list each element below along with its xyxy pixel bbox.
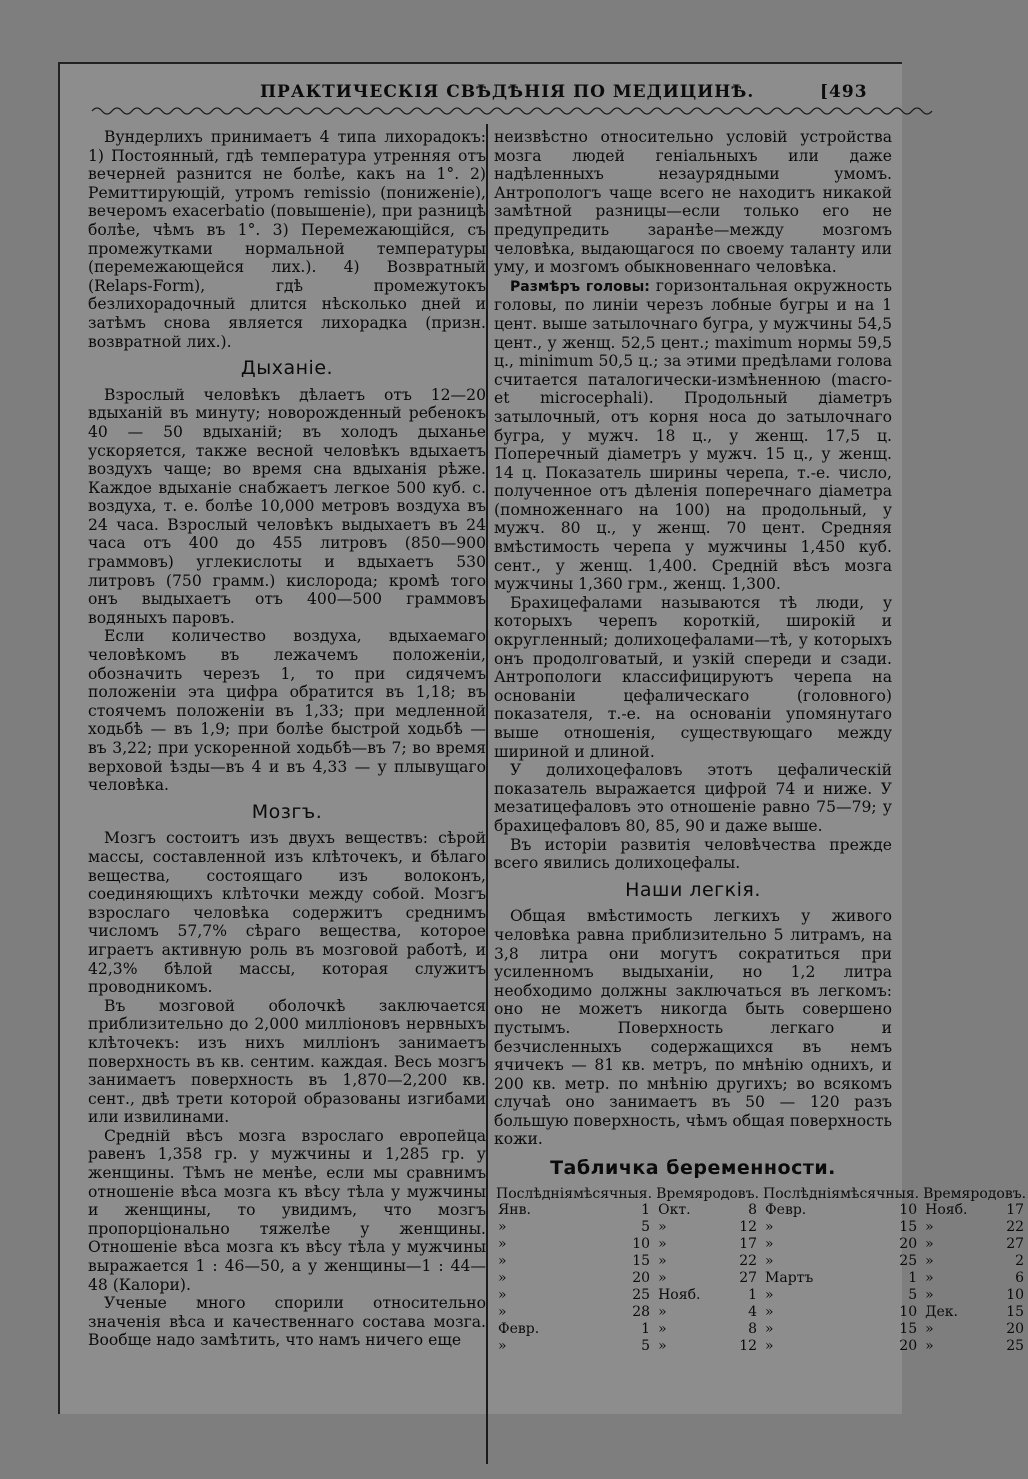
table-cell: 15	[1006, 1303, 1025, 1320]
table-row	[494, 1287, 1028, 1304]
table-cell: »	[765, 1286, 774, 1303]
table-header-cell: Послѣдніямѣсячныя.	[763, 1185, 920, 1202]
table-header-row	[494, 1186, 1028, 1202]
table-cell: 10	[1006, 1286, 1025, 1303]
table-row	[494, 1253, 1028, 1270]
table-cell: 17	[1006, 1201, 1025, 1218]
head-size-text: горизонтальная окружность головы, по линіи черезъ лобные бугры и на 1 цент. выше затылочнаго бугра, у мужчины 54,5 цент., у женщ. 52,5 цент.; maximum нормы 59,5 ц., minimum 50,5 ц.; за этими предѣлами голова считается паталогически-измѣненною (macro- et microcephali). Продольный діаметръ затылочный, отъ корня носа до затылочнаго бугра, у мужч. 18 ц., у женщ. 17,5 ц. Поперечный діаметръ у мужч. 15 ц., у женщ. 14 ц. Показатель ширины черепа, т.-е. число, полученное отъ дѣленія поперечнаго діаметра (помноженнаго на 100) на продольный, у мужч. 80 ц., у женщ. 70 цент. Средняя вмѣстимость черепа у мужчины 1,450 куб. сент., у женщ. 1,400. Средній вѣсъ мозга мужчины 1,360 грм., женщ. 1,300.	[494, 276, 892, 594]
table-cell: 10	[899, 1303, 918, 1320]
table-cell: 27	[1006, 1235, 1025, 1252]
table-cell: Окт.	[658, 1201, 691, 1218]
table-cell: 22	[1006, 1218, 1025, 1235]
table-cell: Февр.	[765, 1201, 807, 1218]
table-cell: »	[925, 1235, 934, 1252]
heading-lungs: Наши легкія.	[625, 878, 761, 901]
book-page	[58, 62, 1027, 1414]
table-cell: »	[765, 1235, 774, 1252]
table-cell: 1	[748, 1286, 758, 1303]
table-cell: Мартъ	[765, 1269, 814, 1286]
table-cell: 25	[899, 1252, 918, 1269]
table-row	[494, 1236, 1028, 1253]
table-cell: »	[498, 1252, 507, 1269]
table-cell: »	[658, 1252, 667, 1269]
table-cell: »	[925, 1286, 934, 1303]
paragraph-cephalic-types: Брахицефалами называются тѣ люди, у которыхъ черепъ короткій, широкій и округленный; долихоцефалами—тѣ, у которыхъ онъ продолговатый, и узкій спереди и сзади. Антропологи классифицируютъ черепа на основаніи цефалическаго (головного) показателя, т.-е. на основаніи упомянутаго выше отношенія, существующаго между шириной и длиной.	[494, 593, 892, 761]
paragraph-history: Въ исторіи развитія человѣчества прежде всего явились долихоцефалы.	[494, 835, 892, 873]
table-cell: 1	[641, 1201, 651, 1218]
table-cell: »	[498, 1269, 507, 1286]
table-header-cell: Времяродовъ.	[656, 1185, 760, 1202]
table-header-cell: Послѣдніямѣсячныя.	[496, 1185, 653, 1202]
table-cell: »	[925, 1320, 934, 1337]
table-cell: »	[765, 1303, 774, 1320]
table-cell: Дек.	[925, 1303, 958, 1320]
table-cell: »	[498, 1235, 507, 1252]
table-cell: »	[498, 1303, 507, 1320]
table-cell: »	[658, 1337, 667, 1354]
table-cell: 1	[641, 1320, 651, 1337]
heading-brain: Мозгъ.	[251, 800, 323, 823]
table-row	[494, 1338, 1028, 1355]
table-cell: 27	[739, 1269, 758, 1286]
column-divider	[486, 124, 488, 1464]
table-cell: 10	[632, 1235, 651, 1252]
table-row	[494, 1219, 1028, 1236]
header-title: ПРАКТИЧЕСКІЯ СВѢДѢНІЯ ПО МЕДИЦИНѢ.	[260, 82, 755, 102]
paragraph-brain-weight: Средній вѣсъ мозга взрослаго европейца равенъ 1,358 гр. у мужчины и 1,285 гр. у женщины. Тѣмъ не менѣе, если мы сравнимъ отношеніе вѣса мозга къ вѣсу тѣла у мужчины и женщины, то увидимъ, что мозгъ пропорціонально тяжелѣе у женщины. Отношеніе вѣса мозга къ вѣсу тѣла у мужчины выражается 1 : 46—50, а у женщины—1 : 44—48 (Калори).	[88, 1126, 486, 1294]
table-cell: 4	[748, 1303, 758, 1320]
paragraph-fever-types: Вундерлихъ принимаетъ 4 типа лихорадокъ: 1) Постоянный, гдѣ температура утренняя отъ вечерней разнится не болѣе, какъ на 1°. 2) Ремиттирующій, утромъ remissio (пониженіе), вечеромъ exacerbatio (повышеніе), при разницѣ болѣе, чѣмъ въ 1°. 3) Перемежающійся, съ промежутками нормальной температуры (перемежающейся лих.). 4) Возвратный (Relaps-Form), гдѣ промежутокъ безлихорадочный длится нѣсколько дней и затѣмъ снова является лихорадка (призн. возвратной лих.).	[88, 128, 486, 351]
table-cell: »	[925, 1337, 934, 1354]
table-cell: 15	[632, 1252, 651, 1269]
table-cell: »	[658, 1320, 667, 1337]
table-cell: 20	[632, 1269, 651, 1286]
paragraph-cephalic-index: У долихоцефаловъ этотъ цефалическій показатель выражается цифрой 74 и ниже. У мезатицефаловъ это отношеніе равно 75—79; у брахицефаловъ 80, 85, 90 и даже выше.	[494, 761, 892, 835]
table-cell: »	[498, 1286, 507, 1303]
table-cell: 6	[1015, 1269, 1025, 1286]
table-cell: 8	[748, 1320, 758, 1337]
table-cell: »	[925, 1218, 934, 1235]
head-size-lead: Размѣръ головы:	[510, 278, 650, 295]
pregnancy-table	[494, 1186, 1028, 1355]
heading-breathing: Дыханіе.	[240, 357, 334, 380]
table-cell: »	[765, 1252, 774, 1269]
table-cell: »	[765, 1218, 774, 1235]
left-column	[88, 128, 486, 1350]
table-cell: »	[925, 1252, 934, 1269]
table-cell: 5	[641, 1218, 651, 1235]
paragraph-brain-genius: неизвѣстно относительно условій устройства мозга людей геніальныхъ или даже надѣленныхъ незаурядными умомъ. Антропологъ чаще всего не находитъ никакой замѣтной разницы—если только его не предупредить заранѣе—между мозгомъ человѣка, выдающагося по своему таланту или уму, и мозгомъ обыкновеннаго человѣка.	[494, 128, 892, 277]
paragraph-breathing-rate: Взрослый человѣкъ дѣлаетъ отъ 12—20 вдыханій въ минуту; новорожденный ребенокъ 40 — 50 вдыханій; въ холодъ дыханье ускоряется, также весной человѣкъ вдыхаетъ воздухъ чаще; во время сна вдыханія рѣже. Каждое вдыханіе снабжаетъ легкое 500 куб. с. воздуха, т. е. болѣе 10,000 метровъ воздуха въ 24 часа. Взрослый человѣкъ выдыхаетъ въ 24 часа отъ 400 до 455 литровъ (850—900 граммовъ) углекислоты и вдыхаетъ 530 литровъ (750 грамм.) кислорода; кромѣ того онъ выдыхаетъ отъ 400—500 граммовъ водяныхъ паровъ.	[88, 385, 486, 627]
wavy-rule	[92, 104, 902, 118]
table-row	[494, 1304, 1028, 1321]
table-cell: 22	[739, 1252, 758, 1269]
table-cell: 8	[748, 1201, 758, 1218]
table-cell: »	[498, 1337, 507, 1354]
table-cell: 20	[899, 1235, 918, 1252]
table-cell: Февр.	[498, 1320, 540, 1337]
table-cell: Янв.	[498, 1201, 531, 1218]
paragraph-lungs: Общая вмѣстимость легкихъ у живого человѣка равна приблизительно 5 литрамъ, на 3,8 литра они могутъ сократиться при усиленномъ выдыханіи, но 1,2 литра необходимо должны заключаться въ легкомъ: оно не можетъ никогда быть совершено пустымъ. Поверхность легкаго и безчисленныхъ содержащихся въ немъ ячичекъ — 81 кв. метръ, по мнѣнію однихъ, и 200 кв. метр. по мнѣнію другихъ; во всякомъ случаѣ оно занимаетъ въ 50 — 120 разъ большую поверхность, чѣмъ общая поверхность кожи.	[494, 907, 892, 1149]
table-cell: »	[658, 1269, 667, 1286]
table-cell: 28	[632, 1303, 651, 1320]
table-cell: 12	[739, 1337, 758, 1354]
table-cell: 20	[1006, 1320, 1025, 1337]
table-cell: 25	[1006, 1337, 1025, 1354]
table-cell: 20	[899, 1337, 918, 1354]
table-cell: 12	[739, 1218, 758, 1235]
table-cell: 5	[641, 1337, 651, 1354]
table-cell: »	[658, 1235, 667, 1252]
table-row	[494, 1321, 1028, 1338]
table-row	[494, 1270, 1028, 1287]
paragraph-brain-substance: Мозгъ состоитъ изъ двухъ веществъ: сѣрой массы, составленной изъ клѣточекъ, и бѣлаго вещества, состоящаго изъ волоконъ, соединяющихъ клѣточки между собой. Мозгъ взрослаго человѣка содержитъ среднимъ числомъ 57,7% сѣраго вещества, которое играетъ активную роль въ мозговой работѣ, и 42,3% бѣлой массы, которая служитъ проводникомъ.	[88, 829, 486, 997]
paragraph-breathing-positions: Если количество воздуха, вдыхаемаго человѣкомъ въ лежачемъ положеніи, обозначить черезъ 1, то при сидячемъ положеніи эта цифра обратится въ 1,18; въ стоячемъ положеніи въ 1,33; при медленной ходьбѣ — въ 1,9; при болѣе быстрой ходьбѣ — въ 3,22; при ускоренной ходьбѣ—въ 7; во время верховой ѣзды—въ 4 и въ 4,33 — у плывущаго человѣка.	[88, 627, 486, 795]
page-number: [493	[820, 82, 868, 102]
paragraph-brain-cells: Въ мозговой оболочкѣ заключается приблизительно до 2,000 милліоновъ нервныхъ клѣточекъ: изъ нихъ милліонъ занимаетъ поверхность въ кв. сентим. каждая. Весь мозгъ занимаетъ поверхность въ 1,870—2,200 кв. сент., двѣ трети которой образованы изгибами или извилинами.	[88, 996, 486, 1127]
table-cell: »	[658, 1303, 667, 1320]
heading-pregnancy-table: Табличка беременности.	[550, 1157, 836, 1180]
table-cell: 17	[739, 1235, 758, 1252]
table-cell: 25	[632, 1286, 651, 1303]
paragraph-brain-debate: Ученые много спорили относительно значенія вѣса и качественнаго состава мозга. Вообще надо замѣтить, что намъ ничего еще	[88, 1294, 486, 1350]
table-cell: 10	[899, 1201, 918, 1218]
table-cell: 15	[899, 1320, 918, 1337]
table-cell: 2	[1015, 1252, 1025, 1269]
table-cell: »	[658, 1218, 667, 1235]
table-cell: 5	[908, 1286, 918, 1303]
paragraph-head-size	[494, 277, 892, 594]
right-column	[494, 128, 1027, 1355]
table-body	[494, 1202, 1028, 1355]
table-header-cell: Времяродовъ.	[923, 1185, 1027, 1202]
table-cell: »	[498, 1218, 507, 1235]
table-cell: Нояб.	[925, 1201, 968, 1218]
table-cell: 1	[908, 1269, 918, 1286]
table-cell: »	[925, 1269, 934, 1286]
table-cell: »	[765, 1320, 774, 1337]
table-row	[494, 1202, 1028, 1219]
table-cell: »	[765, 1337, 774, 1354]
table-cell: 15	[899, 1218, 918, 1235]
table-cell: Нояб.	[658, 1286, 701, 1303]
